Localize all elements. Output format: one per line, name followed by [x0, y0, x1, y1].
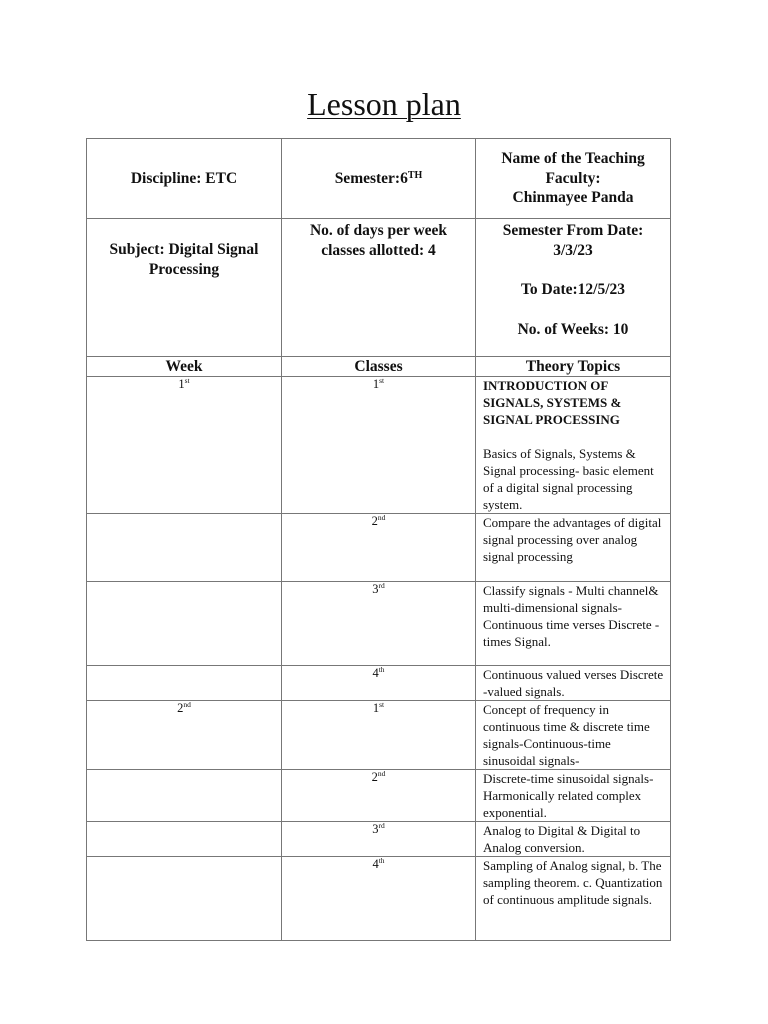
- class-number: 1: [372, 377, 380, 391]
- topic-text: Discrete-time sinusoidal signals-Harmonically related complex exponential.: [483, 771, 654, 820]
- topic-cell: [476, 666, 671, 701]
- class-number: 1: [372, 701, 380, 715]
- class-cell: [282, 770, 476, 822]
- class-number: 3: [372, 582, 379, 596]
- class-cell: [282, 666, 476, 701]
- week-ordinal-suffix: st: [184, 376, 190, 385]
- class-number: 4: [372, 666, 379, 680]
- class-ordinal-suffix: th: [378, 665, 385, 674]
- week-cell: [87, 701, 282, 770]
- class-cell: [282, 514, 476, 582]
- topic-cell: [476, 822, 671, 857]
- schedule-row: [87, 666, 671, 701]
- topic-cell: [476, 377, 671, 514]
- schedule-body: [87, 377, 671, 941]
- schedule-row: [87, 514, 671, 582]
- topic-text: Classify signals - Multi channel& multi-dimensional signals-Continuous time verses Discrete -times Signal.: [483, 583, 660, 649]
- topic-text: Concept of frequency in continuous time & discrete time signals-Continuous-time sinusoidal signals-: [483, 702, 650, 768]
- week-cell: [87, 770, 282, 822]
- topic-cell: [476, 514, 671, 582]
- class-cell: [282, 857, 476, 941]
- class-number: 2: [371, 770, 378, 784]
- week-number: 2: [177, 701, 184, 715]
- class-number: 3: [372, 822, 379, 836]
- week-number: 1: [178, 377, 185, 391]
- class-cell: [282, 377, 476, 514]
- lesson-plan-table: [86, 138, 671, 941]
- class-ordinal-suffix: st: [379, 700, 385, 709]
- topic-cell: [476, 582, 671, 666]
- faculty-cell: Name of the Teaching Faculty: Chinmayee Panda: [476, 139, 671, 219]
- header-row-1: [87, 139, 671, 219]
- classes-header: Classes: [282, 357, 476, 377]
- class-ordinal-suffix: rd: [378, 581, 385, 590]
- header-row-2: [87, 219, 671, 357]
- class-ordinal-suffix: rd: [378, 821, 385, 830]
- class-cell: [282, 701, 476, 770]
- week-cell: [87, 666, 282, 701]
- schedule-row: [87, 822, 671, 857]
- column-header-row: [87, 357, 671, 377]
- schedule-row: [87, 857, 671, 941]
- class-number: 4: [372, 857, 379, 871]
- class-ordinal-suffix: nd: [377, 513, 386, 522]
- class-ordinal-suffix: th: [378, 856, 385, 865]
- semester-cell: Semester:6TH: [282, 139, 476, 219]
- discipline-cell: Discipline: ETC: [87, 139, 282, 219]
- class-ordinal-suffix: st: [379, 376, 385, 385]
- week-cell: [87, 857, 282, 941]
- topic-text: Compare the advantages of digital signal processing over analog signal processing: [483, 515, 662, 564]
- subject-cell: Subject: Digital Signal Processing: [87, 219, 282, 357]
- class-number: 2: [371, 514, 378, 528]
- week-cell: [87, 822, 282, 857]
- semester-dates-cell: Semester From Date: 3/3/23 To Date:12/5/23 No. of Weeks: 10: [476, 219, 671, 357]
- topic-heading: INTRODUCTION OF SIGNALS, SYSTEMS & SIGNAL PROCESSING: [483, 378, 622, 427]
- week-cell: [87, 582, 282, 666]
- days-per-week-cell: No. of days per week classes allotted: 4: [282, 219, 476, 357]
- week-cell: [87, 514, 282, 582]
- schedule-row: [87, 770, 671, 822]
- topic-cell: [476, 701, 671, 770]
- topic-text: Analog to Digital & Digital to Analog conversion.: [483, 823, 641, 855]
- schedule-row: [87, 377, 671, 514]
- class-cell: [282, 582, 476, 666]
- class-cell: [282, 822, 476, 857]
- topics-header: Theory Topics: [476, 357, 671, 377]
- week-header: Week: [87, 357, 282, 377]
- topic-text: Sampling of Analog signal, b. The sampling theorem. c. Quantization of continuous amplitude signals.: [483, 858, 663, 907]
- schedule-row: [87, 701, 671, 770]
- schedule-row: [87, 582, 671, 666]
- topic-cell: [476, 857, 671, 941]
- week-cell: [87, 377, 282, 514]
- topic-text: Continuous valued verses Discrete -valued signals.: [483, 667, 664, 699]
- class-ordinal-suffix: nd: [377, 769, 386, 778]
- page-title: Lesson plan: [307, 86, 461, 122]
- topic-text: Basics of Signals, Systems & Signal processing- basic element of a digital signal processing system.: [483, 446, 654, 512]
- topic-cell: [476, 770, 671, 822]
- week-ordinal-suffix: nd: [183, 700, 191, 709]
